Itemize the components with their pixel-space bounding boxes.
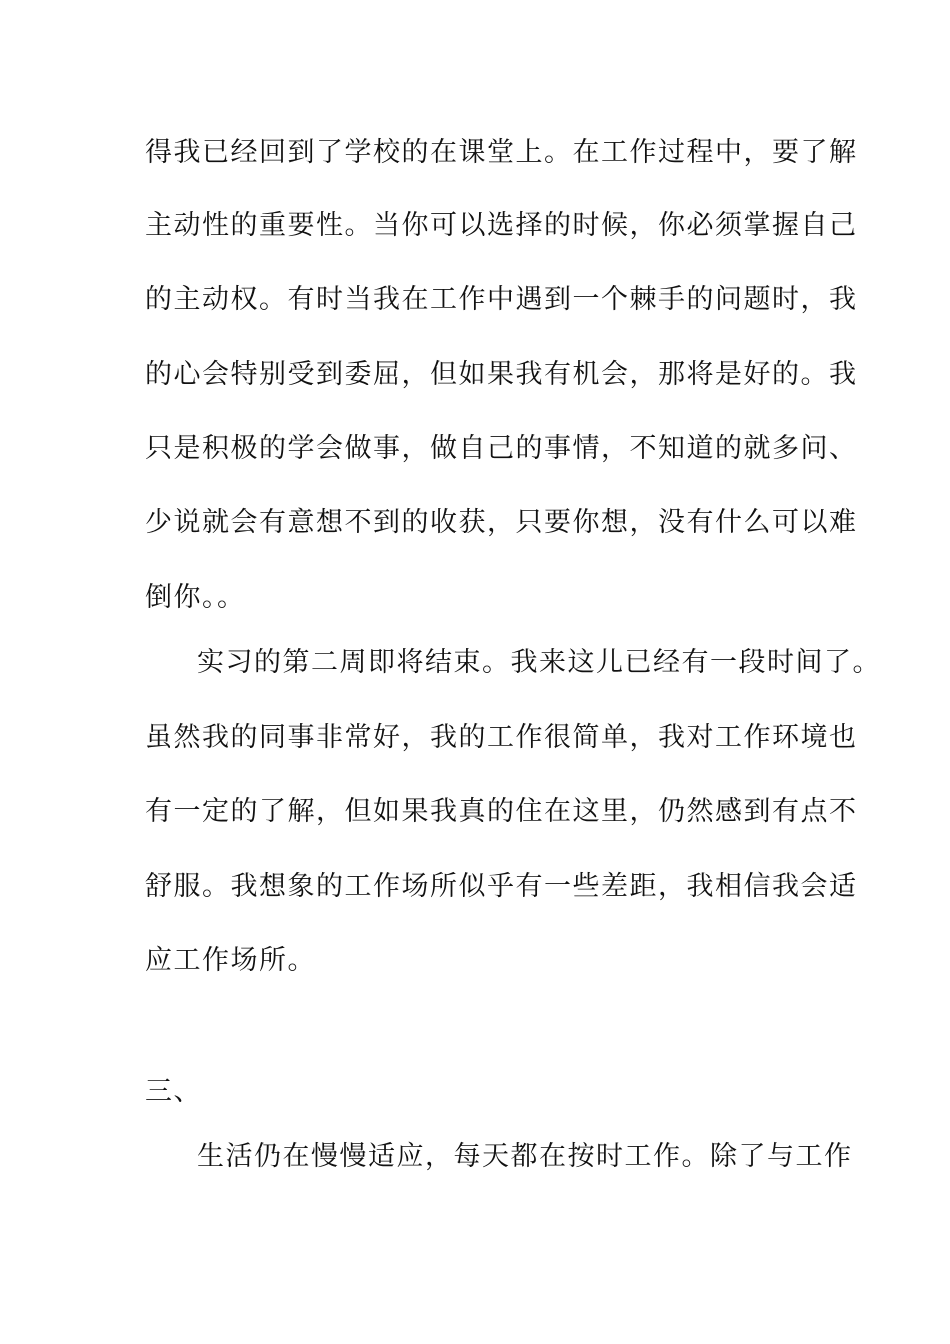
text-line: 有一定的了解，但如果我真的住在这里，仍然感到有点不 — [145, 796, 858, 827]
text-line: 只是积极的学会做事，做自己的事情，不知道的就多问、 — [145, 433, 858, 464]
text-line: 应工作场所。 — [145, 945, 316, 976]
paragraph-first-line: 实习的第二周即将结束。我来这儿已经有一段时间了。 — [197, 647, 881, 678]
text-line: 主动性的重要性。当你可以选择的时候，你必须掌握自己 — [145, 210, 858, 241]
section-heading: 三、 — [145, 1076, 202, 1107]
paragraph-first-line: 生活仍在慢慢适应，每天都在按时工作。除了与工作 — [197, 1141, 853, 1172]
text-line: 的主动权。有时当我在工作中遇到一个棘手的问题时，我 — [145, 284, 858, 315]
text-line: 得我已经回到了学校的在课堂上。在工作过程中，要了解 — [145, 137, 858, 168]
text-line: 的心会特别受到委屈，但如果我有机会，那将是好的。我 — [145, 359, 858, 390]
text-line: 虽然我的同事非常好，我的工作很简单，我对工作环境也 — [145, 722, 858, 753]
text-line: 倒你。。 — [145, 582, 246, 613]
text-line: 少说就会有意想不到的收获，只要你想，没有什么可以难 — [145, 507, 858, 538]
text-line: 舒服。我想象的工作场所似乎有一些差距，我相信我会适 — [145, 871, 858, 902]
